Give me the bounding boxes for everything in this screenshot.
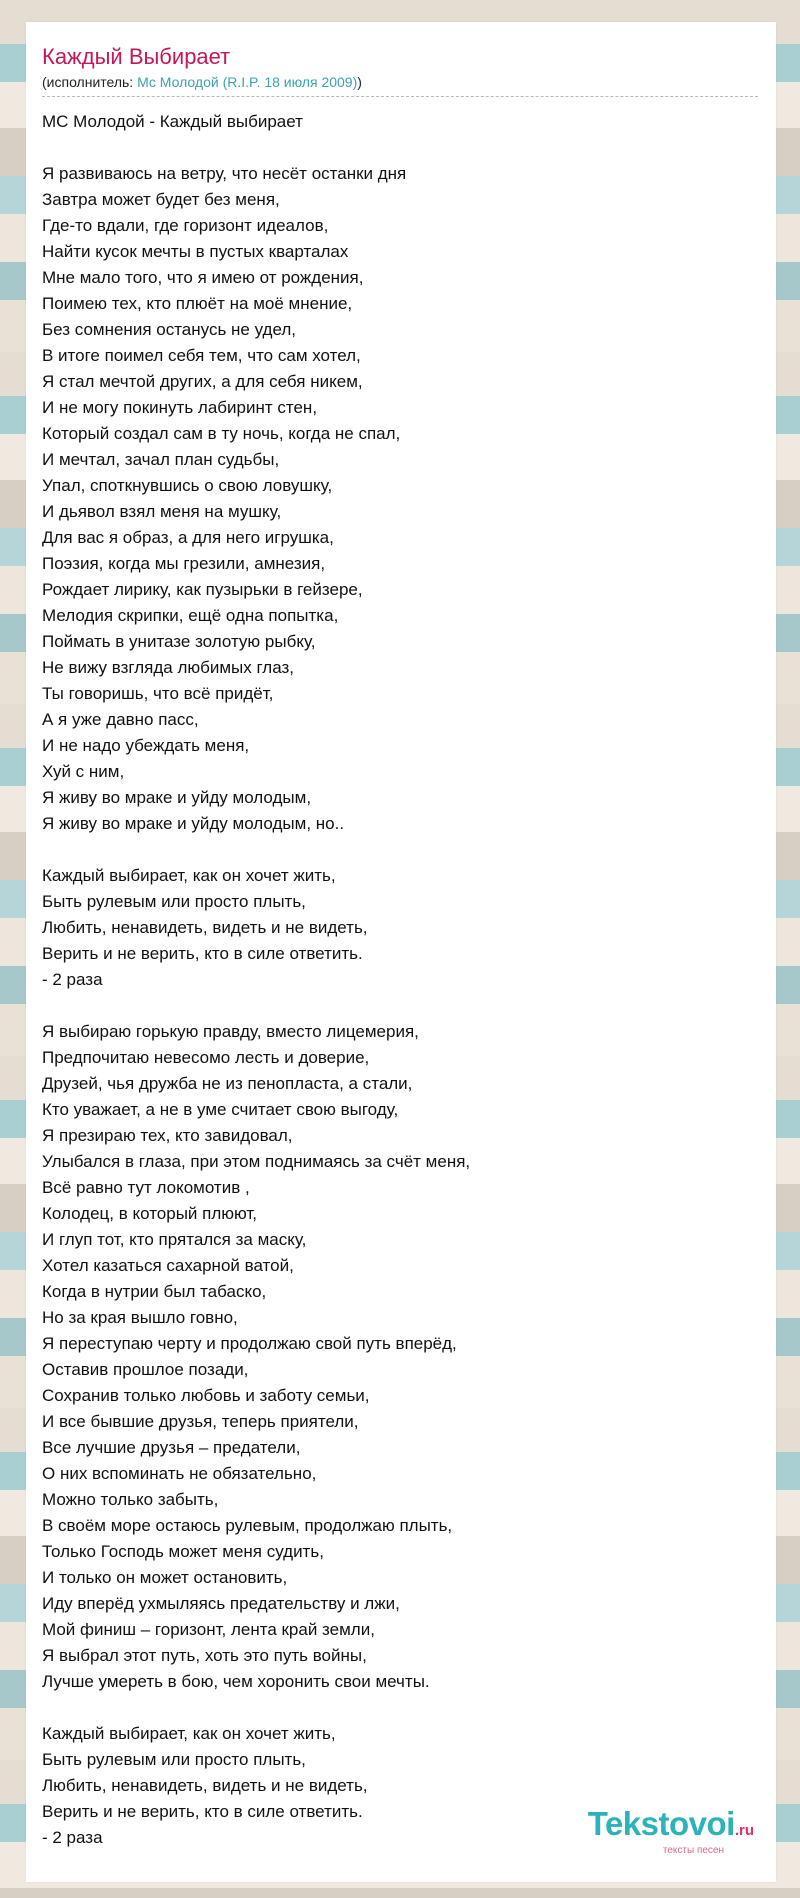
lyric-line: Где-то вдали, где горизонт идеалов, bbox=[42, 216, 329, 235]
lyric-line: Кто уважает, а не в уме считает свою выгоду, bbox=[42, 1100, 399, 1119]
lyric-line: И мечтал, зачал план судьбы, bbox=[42, 450, 280, 469]
lyric-line bbox=[42, 993, 776, 1019]
lyric-line: Друзей, чья дружба не из пенопласта, а стали, bbox=[42, 1074, 413, 1093]
lyric-line: Оставив прошлое позади, bbox=[42, 1360, 249, 1379]
lyric-line: Верить и не верить, кто в силе ответить. bbox=[42, 944, 363, 963]
logo-tagline: тексты песен bbox=[662, 1845, 724, 1856]
lyric-line: Не вижу взгляда любимых глаз, bbox=[42, 658, 295, 677]
performer-suffix: ) bbox=[357, 74, 362, 90]
lyric-line: - 2 раза bbox=[42, 1828, 103, 1847]
lyric-line: МС Молодой - Каждый выбирает bbox=[42, 112, 303, 131]
lyric-line: Поймать в унитазе золотую рыбку, bbox=[42, 632, 316, 651]
lyric-line: В итоге поимел себя тем, что сам хотел, bbox=[42, 346, 361, 365]
lyric-line: Завтра может будет без меня, bbox=[42, 190, 280, 209]
lyric-line: И только он может остановить, bbox=[42, 1568, 288, 1587]
lyric-line: Каждый выбирает, как он хочет жить, bbox=[42, 866, 336, 885]
lyric-line: И все бывшие друзья, теперь приятели, bbox=[42, 1412, 359, 1431]
lyric-line: В своём море остаюсь рулевым, продолжаю плыть, bbox=[42, 1516, 453, 1535]
song-title: Каждый Выбирает bbox=[42, 44, 231, 69]
performer-line bbox=[42, 72, 758, 97]
lyric-line: Сохранив только любовь и заботу семьи, bbox=[42, 1386, 370, 1405]
lyric-line: Предпочитаю невесомо лесть и доверие, bbox=[42, 1048, 370, 1067]
lyric-line bbox=[42, 1695, 776, 1721]
lyric-line: А я уже давно пасс, bbox=[42, 710, 199, 729]
lyric-line: Любить, ненавидеть, видеть и не видеть, bbox=[42, 918, 368, 937]
lyric-line: Упал, споткнувшись о свою ловушку, bbox=[42, 476, 333, 495]
lyric-line: Я стал мечтой других, а для себя никем, bbox=[42, 372, 363, 391]
lyric-line: Хотел казаться сахарной ватой, bbox=[42, 1256, 294, 1275]
performer-prefix: (исполнитель: bbox=[42, 74, 138, 90]
lyric-line: Но за края вышло говно, bbox=[42, 1308, 238, 1327]
lyric-line: Рождает лирику, как пузырьки в гейзере, bbox=[42, 580, 363, 599]
lyric-line: Каждый выбирает, как он хочет жить, bbox=[42, 1724, 336, 1743]
lyric-line: Поэзия, когда мы грезили, амнезия, bbox=[42, 554, 326, 573]
lyric-line: Для вас я образ, а для него игрушка, bbox=[42, 528, 334, 547]
logo-tld: .ru bbox=[734, 1822, 754, 1839]
lyric-line: Ты говоришь, что всё придёт, bbox=[42, 684, 274, 703]
lyric-line: Лучше умереть в бою, чем хоронить свои мечты. bbox=[42, 1672, 430, 1691]
logo-name: Tekstovoi bbox=[587, 1805, 735, 1842]
lyric-line: Быть рулевым или просто плыть, bbox=[42, 1750, 306, 1769]
lyric-line: Всё равно тут локомотив , bbox=[42, 1178, 250, 1197]
lyric-line: Я выбрал этот путь, хоть это путь войны, bbox=[42, 1646, 367, 1665]
lyric-line: Я презираю тех, кто завидовал, bbox=[42, 1126, 293, 1145]
site-logo[interactable] bbox=[588, 1807, 754, 1856]
lyric-line: Найти кусок мечты в пустых кварталах bbox=[42, 242, 349, 261]
lyric-line: Быть рулевым или просто плыть, bbox=[42, 892, 306, 911]
lyric-line: Я живу во мраке и уйду молодым, но.. bbox=[42, 814, 345, 833]
lyric-line: Когда в нутрии был табаско, bbox=[42, 1282, 267, 1301]
lyrics-card bbox=[26, 22, 776, 1882]
lyric-line: Иду вперёд ухмыляясь предательству и лжи, bbox=[42, 1594, 400, 1613]
lyric-line: - 2 раза bbox=[42, 970, 103, 989]
performer-link[interactable]: Мс Молодой (R.I.P. 18 июля 2009) bbox=[137, 74, 358, 90]
lyric-line: Я развиваюсь на ветру, что несёт останки дня bbox=[42, 164, 407, 183]
lyric-line: Который создал сам в ту ночь, когда не спал, bbox=[42, 424, 401, 443]
lyric-line: Мне мало того, что я имею от рождения, bbox=[42, 268, 364, 287]
lyric-line: Хуй с ним, bbox=[42, 762, 125, 781]
lyrics-text bbox=[42, 109, 776, 1851]
lyric-line: Любить, ненавидеть, видеть и не видеть, bbox=[42, 1776, 368, 1795]
lyric-line: Колодец, в который плюют, bbox=[42, 1204, 258, 1223]
lyric-line: Можно только забыть, bbox=[42, 1490, 219, 1509]
lyric-line: И не могу покинуть лабиринт стен, bbox=[42, 398, 318, 417]
lyric-line: Мой финиш – горизонт, лента край земли, bbox=[42, 1620, 375, 1639]
lyric-line: Мелодия скрипки, ещё одна попытка, bbox=[42, 606, 339, 625]
lyric-line: И не надо убеждать меня, bbox=[42, 736, 250, 755]
lyric-line: Верить и не верить, кто в силе ответить. bbox=[42, 1802, 363, 1821]
lyric-line: И глуп тот, кто прятался за маску, bbox=[42, 1230, 307, 1249]
lyric-line: О них вспоминать не обязательно, bbox=[42, 1464, 317, 1483]
lyric-line: Улыбался в глаза, при этом поднимаясь за счёт меня, bbox=[42, 1152, 471, 1171]
lyric-line bbox=[42, 837, 776, 863]
logo-wordmark bbox=[588, 1807, 754, 1848]
lyric-line: Поимею тех, кто плюёт на моё мнение, bbox=[42, 294, 353, 313]
lyric-line: Я живу во мраке и уйду молодым, bbox=[42, 788, 312, 807]
lyric-line: Я выбираю горькую правду, вместо лицемерия, bbox=[42, 1022, 419, 1041]
lyric-line: И дьявол взял меня на мушку, bbox=[42, 502, 282, 521]
lyric-line: Только Господь может меня судить, bbox=[42, 1542, 324, 1561]
lyric-line bbox=[42, 135, 776, 161]
lyric-line: Я переступаю черту и продолжаю свой путь вперёд, bbox=[42, 1334, 457, 1353]
lyric-line: Все лучшие друзья – предатели, bbox=[42, 1438, 301, 1457]
lyric-line: Без сомнения останусь не удел, bbox=[42, 320, 296, 339]
